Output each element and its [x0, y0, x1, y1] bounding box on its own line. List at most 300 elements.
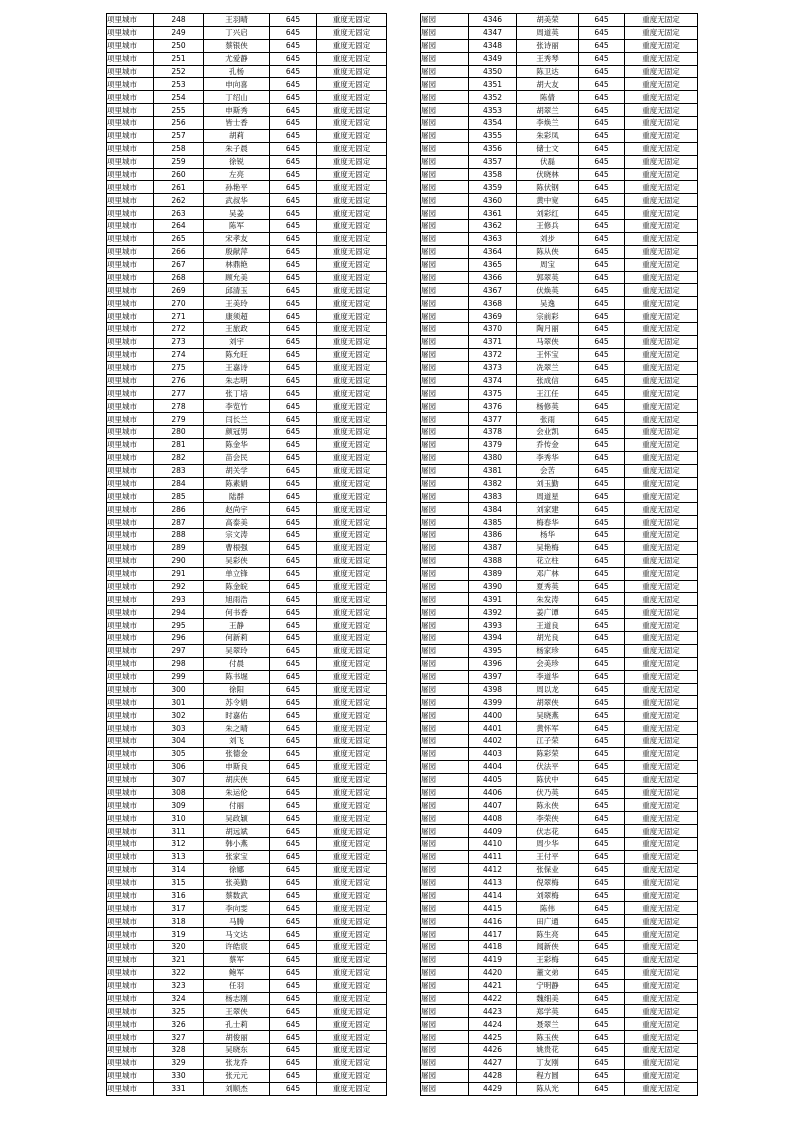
number-cell: 4412 [469, 863, 517, 876]
value-cell: 645 [579, 593, 625, 606]
area-cell: 项里城市 [107, 953, 154, 966]
type-cell: 重度无固定 [317, 361, 387, 374]
name-cell: 李览竹 [204, 400, 270, 413]
value-cell: 645 [579, 1005, 625, 1018]
area-cell: 屠园 [421, 1031, 469, 1044]
name-cell: 胡大友 [517, 78, 579, 91]
name-cell: 马文达 [204, 928, 270, 941]
area-cell: 项里城市 [107, 258, 154, 271]
number-cell: 308 [154, 786, 204, 799]
table-row [107, 310, 387, 323]
name-cell: 吴彩侠 [204, 554, 270, 567]
area-cell: 屠园 [421, 953, 469, 966]
area-cell: 项里城市 [107, 632, 154, 645]
type-cell: 重度无固定 [317, 696, 387, 709]
type-cell: 重度无固定 [317, 992, 387, 1005]
area-cell: 项里城市 [107, 387, 154, 400]
value-cell: 645 [579, 541, 625, 554]
name-cell: 胡光良 [517, 632, 579, 645]
value-cell: 645 [579, 632, 625, 645]
name-cell: 刘彩红 [517, 207, 579, 220]
table-row [421, 451, 698, 464]
area-cell: 屠园 [421, 1005, 469, 1018]
table-row [421, 902, 698, 915]
name-cell: 王修兵 [517, 220, 579, 233]
area-cell: 屠园 [421, 992, 469, 1005]
name-cell: 申斯秀 [204, 104, 270, 117]
number-cell: 4390 [469, 580, 517, 593]
type-cell: 重度无固定 [317, 632, 387, 645]
value-cell: 645 [579, 26, 625, 39]
name-cell: 储士文 [517, 142, 579, 155]
value-cell: 645 [270, 374, 317, 387]
name-cell: 吴晓东 [204, 1044, 270, 1057]
area-cell: 项里城市 [107, 117, 154, 130]
number-cell: 262 [154, 194, 204, 207]
number-cell: 4392 [469, 606, 517, 619]
area-cell: 屠园 [421, 232, 469, 245]
area-cell: 屠园 [421, 709, 469, 722]
value-cell: 645 [270, 567, 317, 580]
type-cell: 重度无固定 [317, 799, 387, 812]
area-cell: 项里城市 [107, 529, 154, 542]
number-cell: 4378 [469, 426, 517, 439]
type-cell: 重度无固定 [625, 735, 698, 748]
number-cell: 300 [154, 683, 204, 696]
number-cell: 4426 [469, 1044, 517, 1057]
type-cell: 重度无固定 [317, 387, 387, 400]
table-row [421, 670, 698, 683]
name-cell: 鲍军 [204, 966, 270, 979]
type-cell: 重度无固定 [317, 1056, 387, 1069]
name-cell: 皆士香 [204, 117, 270, 130]
value-cell: 645 [579, 65, 625, 78]
type-cell: 重度无固定 [625, 220, 698, 233]
table-row [421, 786, 698, 799]
number-cell: 4423 [469, 1005, 517, 1018]
value-cell: 645 [270, 786, 317, 799]
name-cell: 申向喜 [204, 78, 270, 91]
table-row [421, 632, 698, 645]
number-cell: 4366 [469, 271, 517, 284]
number-cell: 260 [154, 168, 204, 181]
name-cell: 胡美荣 [517, 14, 579, 27]
type-cell: 重度无固定 [317, 812, 387, 825]
type-cell: 重度无固定 [625, 1056, 698, 1069]
number-cell: 301 [154, 696, 204, 709]
type-cell: 重度无固定 [625, 799, 698, 812]
table-row [421, 503, 698, 516]
value-cell: 645 [270, 220, 317, 233]
number-cell: 4410 [469, 838, 517, 851]
type-cell: 重度无固定 [625, 657, 698, 670]
type-cell: 重度无固定 [317, 786, 387, 799]
name-cell: 张雨 [517, 413, 579, 426]
name-cell: 张诗丽 [517, 39, 579, 52]
area-cell: 屠园 [421, 220, 469, 233]
name-cell: 陈永侠 [517, 799, 579, 812]
area-cell: 项里城市 [107, 554, 154, 567]
value-cell: 645 [270, 876, 317, 889]
table-row [107, 387, 387, 400]
number-cell: 4368 [469, 297, 517, 310]
area-cell: 项里城市 [107, 825, 154, 838]
value-cell: 645 [270, 619, 317, 632]
value-cell: 645 [270, 838, 317, 851]
type-cell: 重度无固定 [625, 78, 698, 91]
name-cell: 胡翠侠 [517, 696, 579, 709]
number-cell: 315 [154, 876, 204, 889]
number-cell: 282 [154, 451, 204, 464]
table-row [107, 323, 387, 336]
table-row [107, 863, 387, 876]
value-cell: 645 [579, 155, 625, 168]
area-cell: 屠园 [421, 876, 469, 889]
table-row [107, 104, 387, 117]
name-cell: 陈允旺 [204, 348, 270, 361]
name-cell: 单立锋 [204, 567, 270, 580]
number-cell: 314 [154, 863, 204, 876]
table-row [421, 129, 698, 142]
value-cell: 645 [270, 258, 317, 271]
table-row [107, 644, 387, 657]
value-cell: 645 [270, 953, 317, 966]
name-cell: 郑学英 [517, 1005, 579, 1018]
type-cell: 重度无固定 [625, 1082, 698, 1095]
number-cell: 4400 [469, 709, 517, 722]
area-cell: 项里城市 [107, 593, 154, 606]
table-row [421, 477, 698, 490]
table-row [107, 348, 387, 361]
number-cell: 4364 [469, 245, 517, 258]
area-cell: 屠园 [421, 39, 469, 52]
type-cell: 重度无固定 [317, 155, 387, 168]
type-cell: 重度无固定 [317, 400, 387, 413]
area-cell: 屠园 [421, 786, 469, 799]
type-cell: 重度无固定 [625, 941, 698, 954]
table-row [107, 928, 387, 941]
value-cell: 645 [579, 863, 625, 876]
name-cell: 孙艳平 [204, 181, 270, 194]
type-cell: 重度无固定 [625, 902, 698, 915]
area-cell: 项里城市 [107, 271, 154, 284]
area-cell: 屠园 [421, 142, 469, 155]
number-cell: 4386 [469, 529, 517, 542]
value-cell: 645 [579, 451, 625, 464]
type-cell: 重度无固定 [317, 953, 387, 966]
type-cell: 重度无固定 [317, 606, 387, 619]
type-cell: 重度无固定 [317, 876, 387, 889]
type-cell: 重度无固定 [625, 644, 698, 657]
area-cell: 屠园 [421, 928, 469, 941]
number-cell: 4395 [469, 644, 517, 657]
table-row [107, 516, 387, 529]
name-cell: 胡莉 [204, 129, 270, 142]
area-cell: 屠园 [421, 683, 469, 696]
type-cell: 重度无固定 [317, 503, 387, 516]
type-cell: 重度无固定 [317, 348, 387, 361]
name-cell: 杨志刚 [204, 992, 270, 1005]
area-cell: 项里城市 [107, 26, 154, 39]
value-cell: 645 [270, 477, 317, 490]
type-cell: 重度无固定 [625, 117, 698, 130]
type-cell: 重度无固定 [317, 39, 387, 52]
type-cell: 重度无固定 [317, 207, 387, 220]
area-cell: 屠园 [421, 348, 469, 361]
type-cell: 重度无固定 [625, 838, 698, 851]
type-cell: 重度无固定 [625, 361, 698, 374]
area-cell: 屠园 [421, 889, 469, 902]
table-row [107, 773, 387, 786]
number-cell: 4422 [469, 992, 517, 1005]
type-cell: 重度无固定 [317, 91, 387, 104]
name-cell: 陆群 [204, 490, 270, 503]
area-cell: 项里城市 [107, 644, 154, 657]
number-cell: 263 [154, 207, 204, 220]
area-cell: 项里城市 [107, 863, 154, 876]
table-row [107, 1082, 387, 1095]
type-cell: 重度无固定 [625, 438, 698, 451]
table-row [107, 850, 387, 863]
area-cell: 屠园 [421, 966, 469, 979]
value-cell: 645 [579, 490, 625, 503]
table-row [421, 567, 698, 580]
type-cell: 重度无固定 [625, 619, 698, 632]
number-cell: 291 [154, 567, 204, 580]
area-cell: 屠园 [421, 374, 469, 387]
value-cell: 645 [579, 245, 625, 258]
table-row [107, 760, 387, 773]
value-cell: 645 [579, 812, 625, 825]
table-row [107, 709, 387, 722]
right-table [420, 13, 698, 1096]
value-cell: 645 [579, 335, 625, 348]
value-cell: 645 [579, 670, 625, 683]
table-row [421, 709, 698, 722]
value-cell: 645 [579, 39, 625, 52]
table-row [107, 979, 387, 992]
area-cell: 项里城市 [107, 464, 154, 477]
table-row [421, 722, 698, 735]
area-cell: 项里城市 [107, 889, 154, 902]
area-cell: 项里城市 [107, 966, 154, 979]
value-cell: 645 [579, 1018, 625, 1031]
number-cell: 250 [154, 39, 204, 52]
number-cell: 271 [154, 310, 204, 323]
type-cell: 重度无固定 [625, 966, 698, 979]
name-cell: 伏晓林 [517, 168, 579, 181]
table-row [107, 941, 387, 954]
type-cell: 重度无固定 [625, 747, 698, 760]
value-cell: 645 [579, 657, 625, 670]
number-cell: 293 [154, 593, 204, 606]
table-row [421, 348, 698, 361]
value-cell: 645 [270, 117, 317, 130]
area-cell: 项里城市 [107, 451, 154, 464]
area-cell: 项里城市 [107, 323, 154, 336]
name-cell: 吴翠玲 [204, 644, 270, 657]
value-cell: 645 [270, 271, 317, 284]
left-table [106, 13, 387, 1096]
area-cell: 项里城市 [107, 65, 154, 78]
table-row [107, 619, 387, 632]
value-cell: 645 [579, 168, 625, 181]
table-row [421, 825, 698, 838]
name-cell: 陈玉侠 [517, 1031, 579, 1044]
area-cell: 项里城市 [107, 310, 154, 323]
name-cell: 马腾 [204, 915, 270, 928]
type-cell: 重度无固定 [625, 142, 698, 155]
number-cell: 297 [154, 644, 204, 657]
table-row [107, 78, 387, 91]
number-cell: 329 [154, 1056, 204, 1069]
value-cell: 645 [579, 1056, 625, 1069]
name-cell: 陈军 [204, 220, 270, 233]
type-cell: 重度无固定 [317, 722, 387, 735]
area-cell: 项里城市 [107, 232, 154, 245]
name-cell: 张美勤 [204, 876, 270, 889]
table-row [107, 670, 387, 683]
value-cell: 645 [579, 554, 625, 567]
name-cell: 马翠侠 [517, 335, 579, 348]
number-cell: 4383 [469, 490, 517, 503]
type-cell: 重度无固定 [317, 709, 387, 722]
name-cell: 陈书堀 [204, 670, 270, 683]
table-row [107, 207, 387, 220]
table-row [421, 644, 698, 657]
name-cell: 蔡数武 [204, 889, 270, 902]
type-cell: 重度无固定 [317, 271, 387, 284]
type-cell: 重度无固定 [625, 683, 698, 696]
area-cell: 项里城市 [107, 941, 154, 954]
number-cell: 253 [154, 78, 204, 91]
value-cell: 645 [270, 207, 317, 220]
number-cell: 4394 [469, 632, 517, 645]
number-cell: 319 [154, 928, 204, 941]
area-cell: 屠园 [421, 207, 469, 220]
name-cell: 朱运伦 [204, 786, 270, 799]
table-row [107, 245, 387, 258]
area-cell: 屠园 [421, 722, 469, 735]
area-cell: 项里城市 [107, 1056, 154, 1069]
type-cell: 重度无固定 [317, 477, 387, 490]
table-row [107, 1018, 387, 1031]
name-cell: 王美玲 [204, 297, 270, 310]
number-cell: 278 [154, 400, 204, 413]
number-cell: 258 [154, 142, 204, 155]
name-cell: 殷献萍 [204, 245, 270, 258]
type-cell: 重度无固定 [625, 606, 698, 619]
area-cell: 项里城市 [107, 657, 154, 670]
table-row [107, 529, 387, 542]
value-cell: 645 [579, 722, 625, 735]
area-cell: 项里城市 [107, 374, 154, 387]
value-cell: 645 [579, 374, 625, 387]
value-cell: 645 [270, 194, 317, 207]
name-cell: 伏磊 [517, 155, 579, 168]
area-cell: 项里城市 [107, 812, 154, 825]
table-row [107, 1031, 387, 1044]
table-row [107, 657, 387, 670]
number-cell: 4370 [469, 323, 517, 336]
area-cell: 项里城市 [107, 541, 154, 554]
type-cell: 重度无固定 [625, 335, 698, 348]
type-cell: 重度无固定 [317, 490, 387, 503]
number-cell: 4421 [469, 979, 517, 992]
value-cell: 645 [270, 670, 317, 683]
table-row [107, 593, 387, 606]
name-cell: 韩小燕 [204, 838, 270, 851]
value-cell: 645 [579, 323, 625, 336]
number-cell: 257 [154, 129, 204, 142]
type-cell: 重度无固定 [317, 670, 387, 683]
number-cell: 281 [154, 438, 204, 451]
type-cell: 重度无固定 [625, 979, 698, 992]
number-cell: 303 [154, 722, 204, 735]
name-cell: 朱之晴 [204, 722, 270, 735]
table-row [421, 297, 698, 310]
value-cell: 645 [579, 747, 625, 760]
type-cell: 重度无固定 [625, 490, 698, 503]
type-cell: 重度无固定 [317, 1018, 387, 1031]
table-row [107, 722, 387, 735]
number-cell: 266 [154, 245, 204, 258]
area-cell: 项里城市 [107, 760, 154, 773]
table-row [421, 747, 698, 760]
value-cell: 645 [270, 902, 317, 915]
value-cell: 645 [270, 1082, 317, 1095]
number-cell: 330 [154, 1069, 204, 1082]
value-cell: 645 [579, 284, 625, 297]
area-cell: 屠园 [421, 606, 469, 619]
type-cell: 重度无固定 [317, 129, 387, 142]
table-row [421, 52, 698, 65]
number-cell: 4425 [469, 1031, 517, 1044]
area-cell: 项里城市 [107, 39, 154, 52]
value-cell: 645 [579, 297, 625, 310]
value-cell: 645 [270, 52, 317, 65]
area-cell: 屠园 [421, 335, 469, 348]
number-cell: 285 [154, 490, 204, 503]
area-cell: 屠园 [421, 863, 469, 876]
area-cell: 屠园 [421, 696, 469, 709]
type-cell: 重度无固定 [625, 14, 698, 27]
area-cell: 屠园 [421, 477, 469, 490]
name-cell: 杨修英 [517, 400, 579, 413]
area-cell: 屠园 [421, 181, 469, 194]
value-cell: 645 [579, 953, 625, 966]
area-cell: 项里城市 [107, 722, 154, 735]
name-cell: 吴政颖 [204, 812, 270, 825]
type-cell: 重度无固定 [625, 413, 698, 426]
table-row [421, 593, 698, 606]
type-cell: 重度无固定 [317, 245, 387, 258]
value-cell: 645 [579, 966, 625, 979]
name-cell: 刘玉勤 [517, 477, 579, 490]
name-cell: 苗会民 [204, 451, 270, 464]
area-cell: 屠园 [421, 310, 469, 323]
table-row [421, 1082, 698, 1095]
value-cell: 645 [270, 657, 317, 670]
name-cell: 胡远斌 [204, 825, 270, 838]
name-cell: 朱子晨 [204, 142, 270, 155]
area-cell: 屠园 [421, 580, 469, 593]
name-cell: 宗文涛 [204, 529, 270, 542]
name-cell: 胡庆侠 [204, 773, 270, 786]
right-table-body [421, 14, 698, 1096]
name-cell: 周道英 [517, 26, 579, 39]
number-cell: 4354 [469, 117, 517, 130]
